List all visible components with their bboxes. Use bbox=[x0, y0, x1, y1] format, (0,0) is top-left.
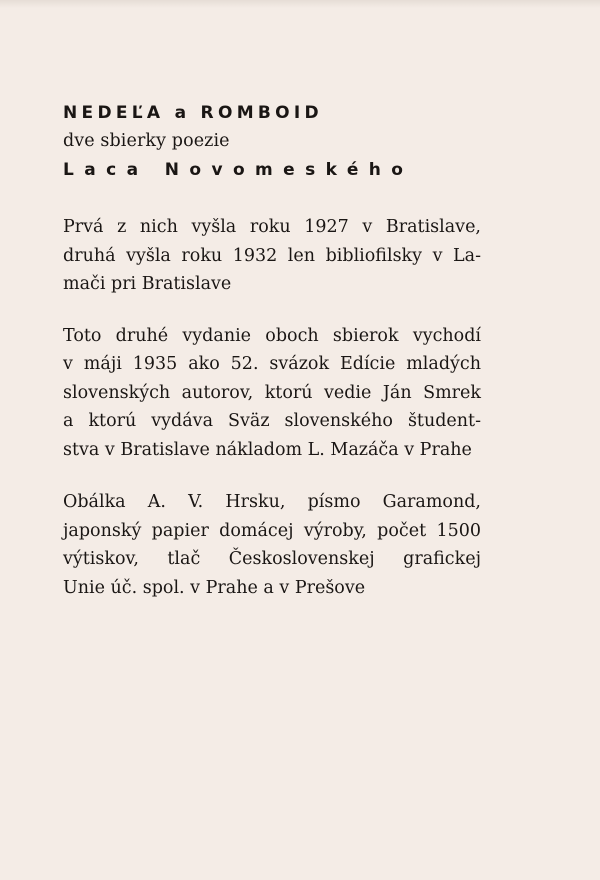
book-subtitle: dve sbierky poezie bbox=[63, 131, 230, 151]
text-line: Toto druhé vydanie oboch sbierok vychodí bbox=[63, 325, 481, 346]
text-line: japonský papier domácej výroby, počet 1500 bbox=[63, 520, 481, 541]
text-line: výtiskov, tlač Československej grafickej bbox=[63, 549, 481, 569]
text-line: mači pri Bratislave bbox=[63, 274, 232, 294]
page-top-edge bbox=[0, 0, 600, 8]
paragraph-production-details bbox=[63, 488, 481, 602]
author-name: Laca Novomeského bbox=[63, 160, 414, 180]
book-title: NEDEĽA a ROMBOID bbox=[63, 103, 323, 123]
text-line: v máji 1935 ako 52. svázok Edície mladých bbox=[63, 354, 481, 374]
text-line: Prvá z nich vyšla roku 1927 v Bratislave, bbox=[63, 217, 481, 237]
paragraph-first-editions bbox=[63, 213, 481, 299]
text-line: stva v Bratislave nákladom L. Mazáča v Prahe bbox=[63, 439, 472, 460]
text-line: Obálka A. V. Hrsku, písmo Garamond, bbox=[63, 492, 481, 512]
colophon bbox=[63, 100, 481, 602]
text-line: a ktorú vydáva Sväz slovenského študent- bbox=[63, 411, 481, 431]
text-line: Unie úč. spol. v Prahe a v Prešove bbox=[63, 577, 366, 598]
text-line: slovenských autorov, ktorú vedie Ján Smrek bbox=[63, 382, 481, 403]
text-line: druhá vyšla roku 1932 len bibliofilsky v La- bbox=[63, 245, 481, 266]
paragraph-second-edition bbox=[63, 322, 481, 465]
